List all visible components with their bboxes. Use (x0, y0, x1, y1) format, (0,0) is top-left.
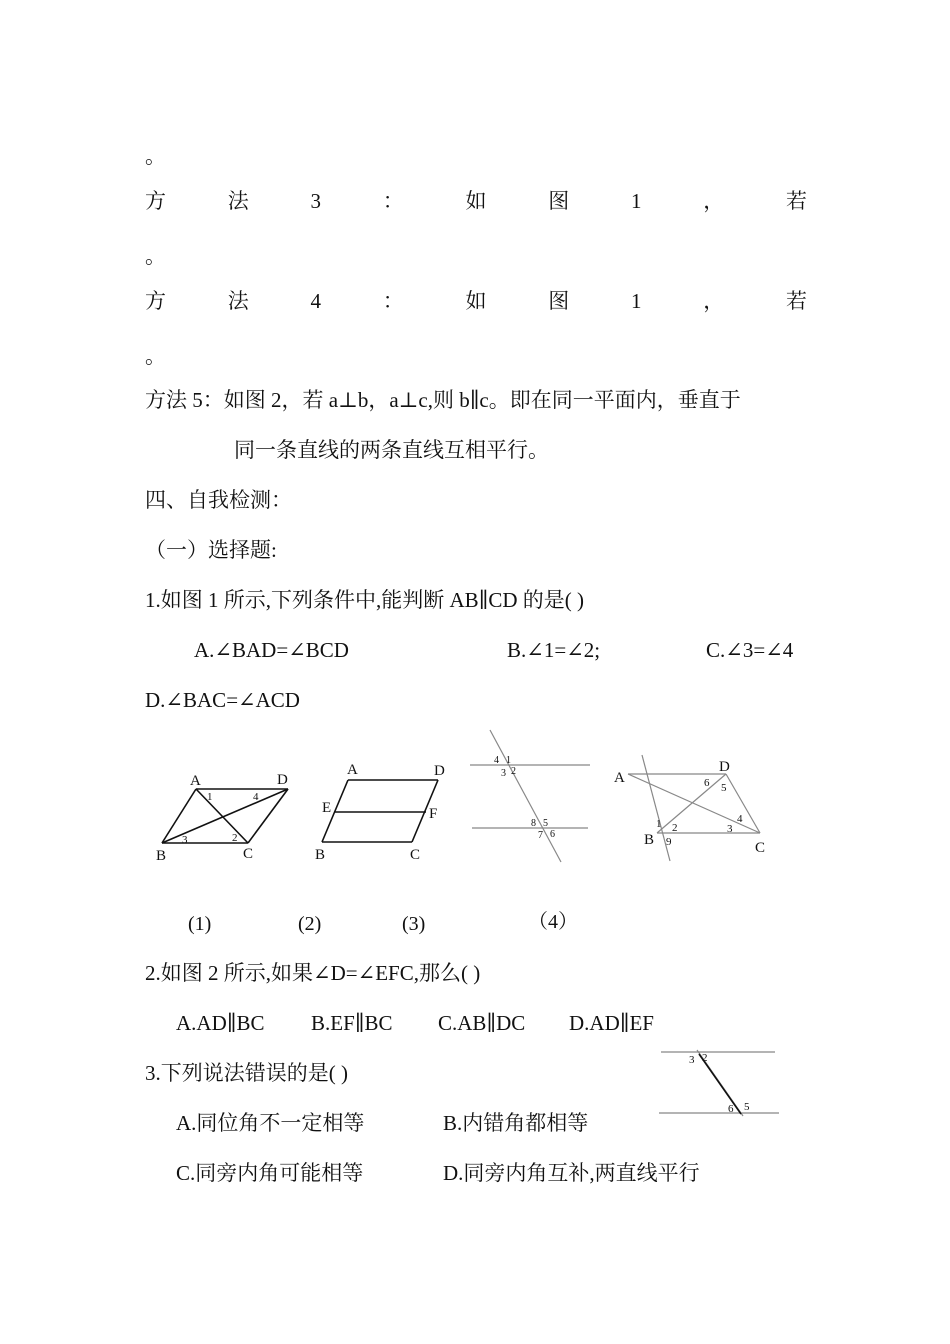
figure-4-label-d: D (719, 759, 730, 775)
question-2-option-b: B.EF∥BC (311, 1011, 393, 1035)
figure-3 (468, 728, 593, 868)
figure-3-angle-8: 8 (531, 818, 536, 829)
method-4-char: 如 (465, 289, 487, 313)
section-heading: 四、自我检测： (145, 488, 292, 512)
method-4-char: 若 (786, 289, 807, 313)
figure-2-label-d: D (434, 763, 445, 779)
figure-3-angle-5: 5 (543, 818, 548, 829)
subsection-heading: （一）选择题: (145, 538, 277, 562)
method-5-line: 方法 5：如图 2，若 a⊥b，a⊥c,则 b∥c。即在同一平面内，垂直于 (145, 388, 741, 412)
figure-3-angle-7: 7 (538, 830, 543, 841)
question-3-option-a: A.同位角不一定相等 (176, 1111, 365, 1135)
figure-3-angle-3: 3 (501, 768, 506, 779)
question-3-figure-angle-3: 3 (689, 1054, 695, 1066)
method-3-char: 法 (227, 189, 249, 213)
question-3-figure-angle-5: 5 (744, 1101, 750, 1113)
question-3-figure-angle-2: 2 (702, 1052, 708, 1064)
figure-4-angle-5: 5 (721, 782, 727, 794)
question-1-stem: 1.如图 1 所示,下列条件中,能判断 AB∥CD 的是( ) (145, 588, 585, 612)
figure-1-angle-4: 4 (253, 791, 259, 803)
method-3-char: 方 (145, 189, 166, 213)
figure-1-angle-3: 3 (182, 834, 188, 846)
figure-4-angle-2: 2 (672, 822, 678, 834)
method-3-char: 1 (631, 189, 642, 213)
dot-line-3: 。 (145, 344, 166, 368)
question-3-option-d: D.同旁内角互补,两直线平行 (443, 1161, 700, 1185)
method-3-line (145, 188, 807, 214)
method-3-char: 如 (465, 189, 487, 213)
figure-4-label-c: C (755, 840, 766, 856)
figure-4-angle-3: 3 (727, 823, 733, 835)
figure-1-caption: (1) (188, 913, 212, 935)
figure-2 (312, 760, 452, 865)
figure-3-angle-2: 2 (511, 766, 516, 777)
figure-2-label-b: B (315, 847, 326, 863)
figure-4-angle-4: 4 (737, 813, 743, 825)
figure-2-label-c: C (410, 847, 421, 863)
figure-2-label-f: F (429, 806, 438, 822)
figure-3-angle-6: 6 (550, 829, 555, 840)
dot-line-2: 。 (145, 244, 166, 268)
question-3-option-b: B.内错角都相等 (443, 1111, 589, 1135)
figure-4-angle-9: 9 (666, 836, 672, 848)
figure-2-caption: (2) (298, 913, 322, 935)
question-1-option-c: C.∠3=∠4 (706, 638, 794, 662)
figure-2-label-e: E (322, 800, 332, 816)
method-3-char: 图 (548, 189, 570, 213)
figure-1-label-d: D (277, 772, 288, 788)
figure-4-angle-1: 1 (656, 818, 662, 830)
dot-line-1: 。 (145, 144, 166, 168)
figure-1 (150, 765, 300, 865)
question-1-option-a: A.∠BAD=∠BCD (194, 638, 349, 662)
question-2-option-c: C.AB∥DC (438, 1011, 526, 1035)
method-4-char: ： (382, 289, 404, 313)
method-4-char: 1 (631, 289, 642, 313)
method-4-char: 图 (548, 289, 570, 313)
question-1-option-b: B.∠1=∠2; (507, 638, 601, 662)
figure-3-caption: (3) (402, 913, 426, 935)
figure-4-caption: （4） (528, 911, 578, 933)
figure-3-angle-1: 1 (506, 755, 511, 766)
figure-1-label-a: A (190, 773, 201, 789)
method-3-char: ： (382, 189, 404, 213)
figure-4-label-b: B (644, 832, 655, 848)
question-3-figure-angle-6: 6 (728, 1103, 734, 1115)
question-3-figure (657, 1046, 782, 1121)
figure-3-angle-4: 4 (494, 755, 499, 766)
figure-4-label-a: A (614, 770, 625, 786)
method-4-char: 4 (310, 289, 321, 313)
figure-4-angle-6: 6 (704, 777, 710, 789)
figure-2-label-a: A (347, 762, 358, 778)
figure-1-label-c: C (243, 846, 254, 862)
method-3-char: 若 (786, 189, 807, 213)
figure-1-angle-2: 2 (232, 832, 238, 844)
method-4-char: 方 (145, 289, 166, 313)
method-5-continuation: 同一条直线的两条直线互相平行。 (234, 438, 549, 462)
question-1-option-d: D.∠BAC=∠ACD (145, 688, 300, 712)
question-2-option-a: A.AD∥BC (176, 1011, 265, 1035)
method-3-char: 3 (310, 189, 321, 213)
method-3-char: ， (703, 189, 725, 213)
question-2-option-d: D.AD∥EF (569, 1011, 654, 1035)
method-4-char: 法 (227, 289, 249, 313)
method-4-char: ， (703, 289, 725, 313)
figure-4 (612, 755, 772, 870)
figure-1-label-b: B (156, 848, 167, 864)
question-2-stem: 2.如图 2 所示,如果∠D=∠EFC,那么( ) (145, 961, 481, 985)
question-3-stem: 3.下列说法错误的是( ) (145, 1061, 348, 1085)
method-4-line (145, 288, 807, 314)
figure-1-angle-1: 1 (207, 791, 213, 803)
question-3-option-c: C.同旁内角可能相等 (176, 1161, 364, 1185)
